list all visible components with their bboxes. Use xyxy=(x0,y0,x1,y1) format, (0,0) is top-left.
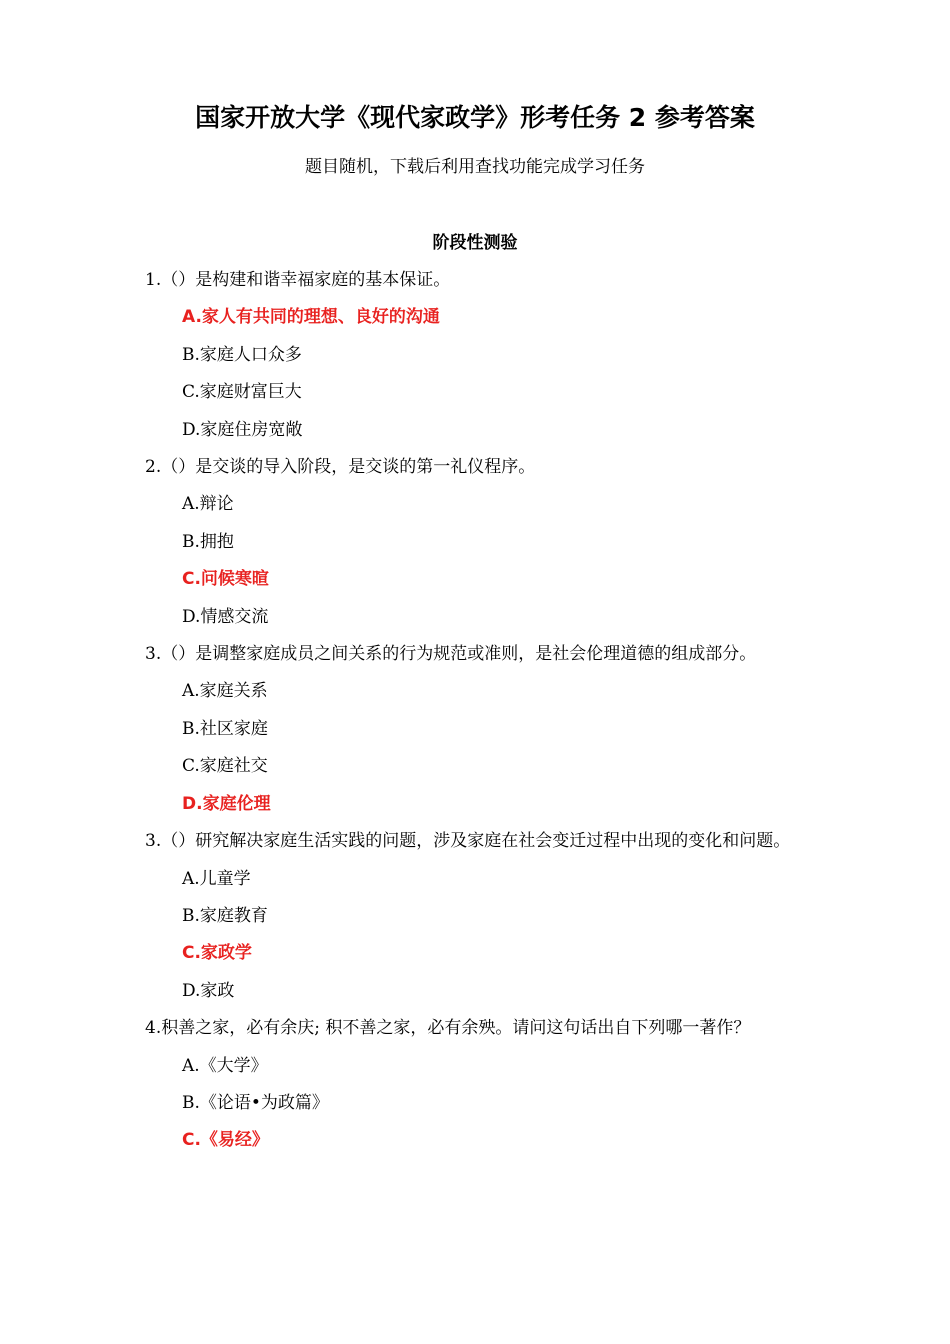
question-item xyxy=(145,262,825,449)
question-text: 1.（）是构建和谐幸福家庭的基本保证。 xyxy=(145,270,451,290)
answer-option: A.儿童学 xyxy=(182,868,251,889)
answer-option: A.家庭关系 xyxy=(182,681,268,702)
answer-option: B.家庭人口众多 xyxy=(182,344,302,365)
answer-option-correct: A.家人有共同的理想、良好的沟通 xyxy=(182,307,440,328)
answer-option: B.家庭教育 xyxy=(182,905,268,926)
document-title: 国家开放大学《现代家政学》形考任务 2 参考答案 xyxy=(195,103,755,132)
question-text: 4.积善之家，必有余庆; 积不善之家，必有余殃。请问这句话出自下列哪一著作？ xyxy=(145,1018,751,1039)
question-text: 3.（）是调整家庭成员之间关系的行为规范或准则，是社会伦理道德的组成部分。 xyxy=(145,644,757,665)
question-item xyxy=(145,823,825,1010)
answer-option-correct: C.《易经》 xyxy=(182,1130,269,1151)
answer-option: D.家政 xyxy=(182,980,235,1001)
answer-option-correct: C.问候寒暄 xyxy=(182,569,269,590)
question-list xyxy=(145,262,825,1160)
question-text: 3.（）研究解决家庭生活实践的问题，涉及家庭在社会变迁过程中出现的变化和问题。 xyxy=(145,831,791,852)
section-title: 阶段性测验 xyxy=(432,233,518,253)
answer-option: C.家庭财富巨大 xyxy=(182,382,302,403)
answer-option: A.辩论 xyxy=(182,494,234,515)
answer-option: D.情感交流 xyxy=(182,606,269,627)
answer-option-correct: D.家庭伦理 xyxy=(182,793,271,814)
question-item xyxy=(145,636,825,823)
question-text: 2.（）是交谈的导入阶段，是交谈的第一礼仪程序。 xyxy=(145,457,536,478)
answer-option: C.家庭社交 xyxy=(182,756,268,777)
question-item xyxy=(145,1010,825,1160)
answer-option: D.家庭住房宽敞 xyxy=(182,419,303,440)
question-item xyxy=(145,449,825,636)
answer-option: B.拥抱 xyxy=(182,531,234,552)
answer-option: B.社区家庭 xyxy=(182,718,268,739)
answer-option: B.《论语•为政篇》 xyxy=(182,1092,329,1113)
answer-option: A.《大学》 xyxy=(182,1055,268,1076)
document-subtitle: 题目随机，下载后利用查找功能完成学习任务 xyxy=(305,157,645,177)
answer-option-correct: C.家政学 xyxy=(182,943,252,964)
